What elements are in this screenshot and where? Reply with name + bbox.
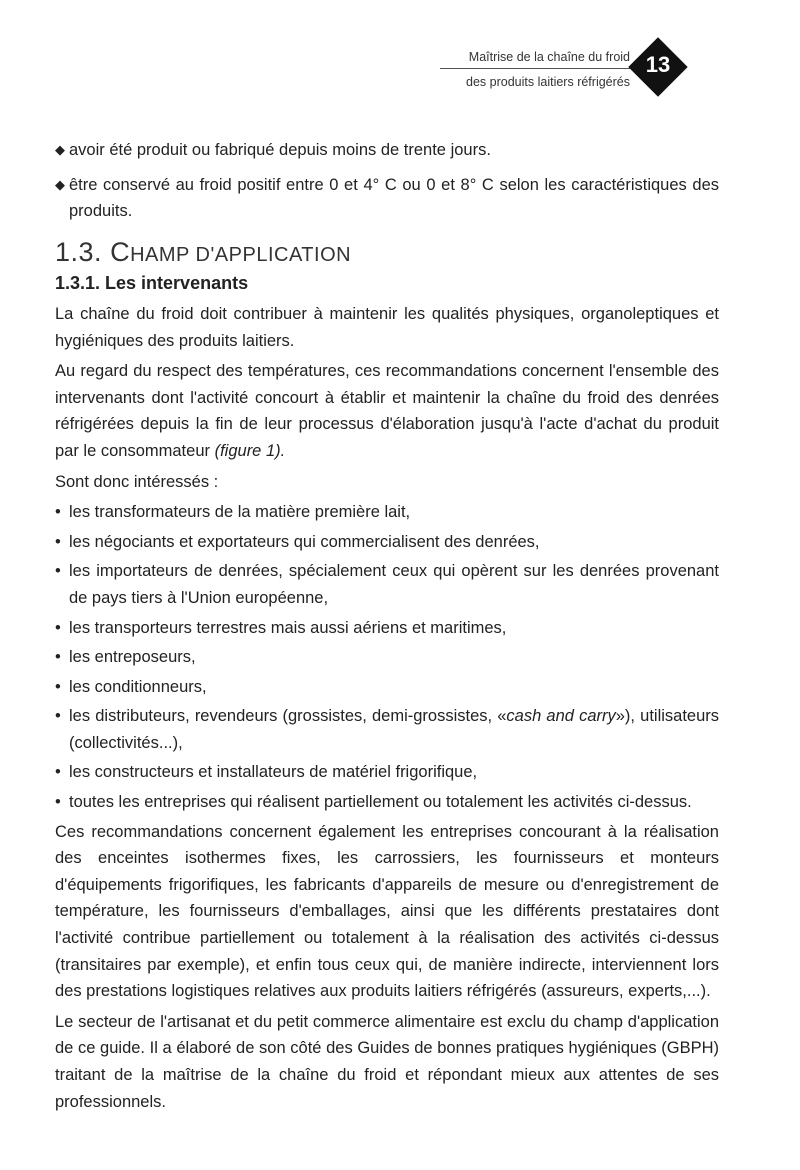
header-line-2: des produits laitiers réfrigérés — [466, 75, 630, 89]
list-item: • les entreposeurs, — [55, 648, 196, 667]
diamond-bullet-icon: ◆ — [55, 142, 65, 157]
header-line-1: Maîtrise de la chaîne du froid — [440, 50, 630, 69]
list-item: • les transformateurs de la matière première lait, — [55, 503, 411, 522]
list-item: • les conditionneurs, — [55, 677, 207, 696]
list-item: • toutes les entreprises qui réalisent partiellement ou totalement les activités ci-dessus. — [55, 793, 692, 812]
section-heading: 1.3. CHAMP D'APPLICATION — [55, 236, 352, 267]
paragraph: Sont donc intéressés : — [55, 472, 219, 491]
body-text — [55, 137, 719, 1119]
diamond-bullet-icon: ◆ — [55, 176, 65, 192]
paragraph: Ces recommandations concernent également les entreprises concourant à la réalisation des enceintes isothermes fixes, les carrossiers, les fournisseurs et monteurs d'équipements frigorifiques, les fabricants d'appareils de mesure ou d'enregistrement de température, les fournisseurs d'emballages, ainsi que les différents prestataires dont l'activité contribue partiellement ou totalement à la réalisation des activités ci-dessus (transitaires par exemple), et enfin tous ceux qui, de manière indirecte, interviennent lors des prestations logistiques relatives aux produits laitiers réfrigérés (assureurs, experts,...). — [55, 822, 719, 1001]
figure-reference: (figure 1). — [214, 441, 286, 460]
paragraph: Le secteur de l'artisanat et du petit commerce alimentaire est exclu du champ d'application de ce guide. Il a élaboré de son côté des Guides de bonnes pratiques hygiéniques (GBPH) traitant de la maîtrise de la chaîne du froid et répondant mieux aux attentes de ses professionnels. — [55, 1012, 719, 1111]
list-item: • les négociants et exportateurs qui commercialisent des denrées, — [55, 532, 540, 551]
page-number: 13 — [645, 52, 671, 77]
running-header — [440, 50, 630, 89]
list-item: • les constructeurs et installateurs de matériel frigorifique, — [55, 763, 478, 782]
diamond-bullet-item: ◆ avoir été produit ou fabriqué depuis moins de trente jours. — [55, 137, 719, 164]
stakeholder-list — [55, 499, 719, 816]
paragraph: Au regard du respect des températures, ces recommandations concernent l'ensemble des intervenants dont l'activité concourt à établir et maintenir la chaîne du froid des denrées réfrigérées depuis la fin de leur processus d'élaboration jusqu'à l'acte d'achat du produit par le consommateur (figure 1). — [55, 362, 719, 460]
subsection-heading: 1.3.1. Les intervenants — [55, 273, 249, 294]
diamond-bullet-item: ◆ être conservé au froid positif entre 0 et 4° C ou 0 et 8° C selon les caractéristiques des produits. — [55, 172, 719, 225]
list-item: • les distributeurs, revendeurs (grossistes, demi-grossistes, «cash and carry»), utilisateurs (collectivités...), — [55, 707, 720, 752]
paragraph: La chaîne du froid doit contribuer à maintenir les qualités physiques, organoleptiques et hygiéniques des produits laitiers. — [55, 304, 719, 350]
list-item: • les importateurs de denrées, spécialement ceux qui opèrent sur les denrées provenant de pays tiers à l'Union européenne, — [55, 562, 719, 607]
list-item: • les transporteurs terrestres mais aussi aériens et maritimes, — [55, 618, 507, 637]
